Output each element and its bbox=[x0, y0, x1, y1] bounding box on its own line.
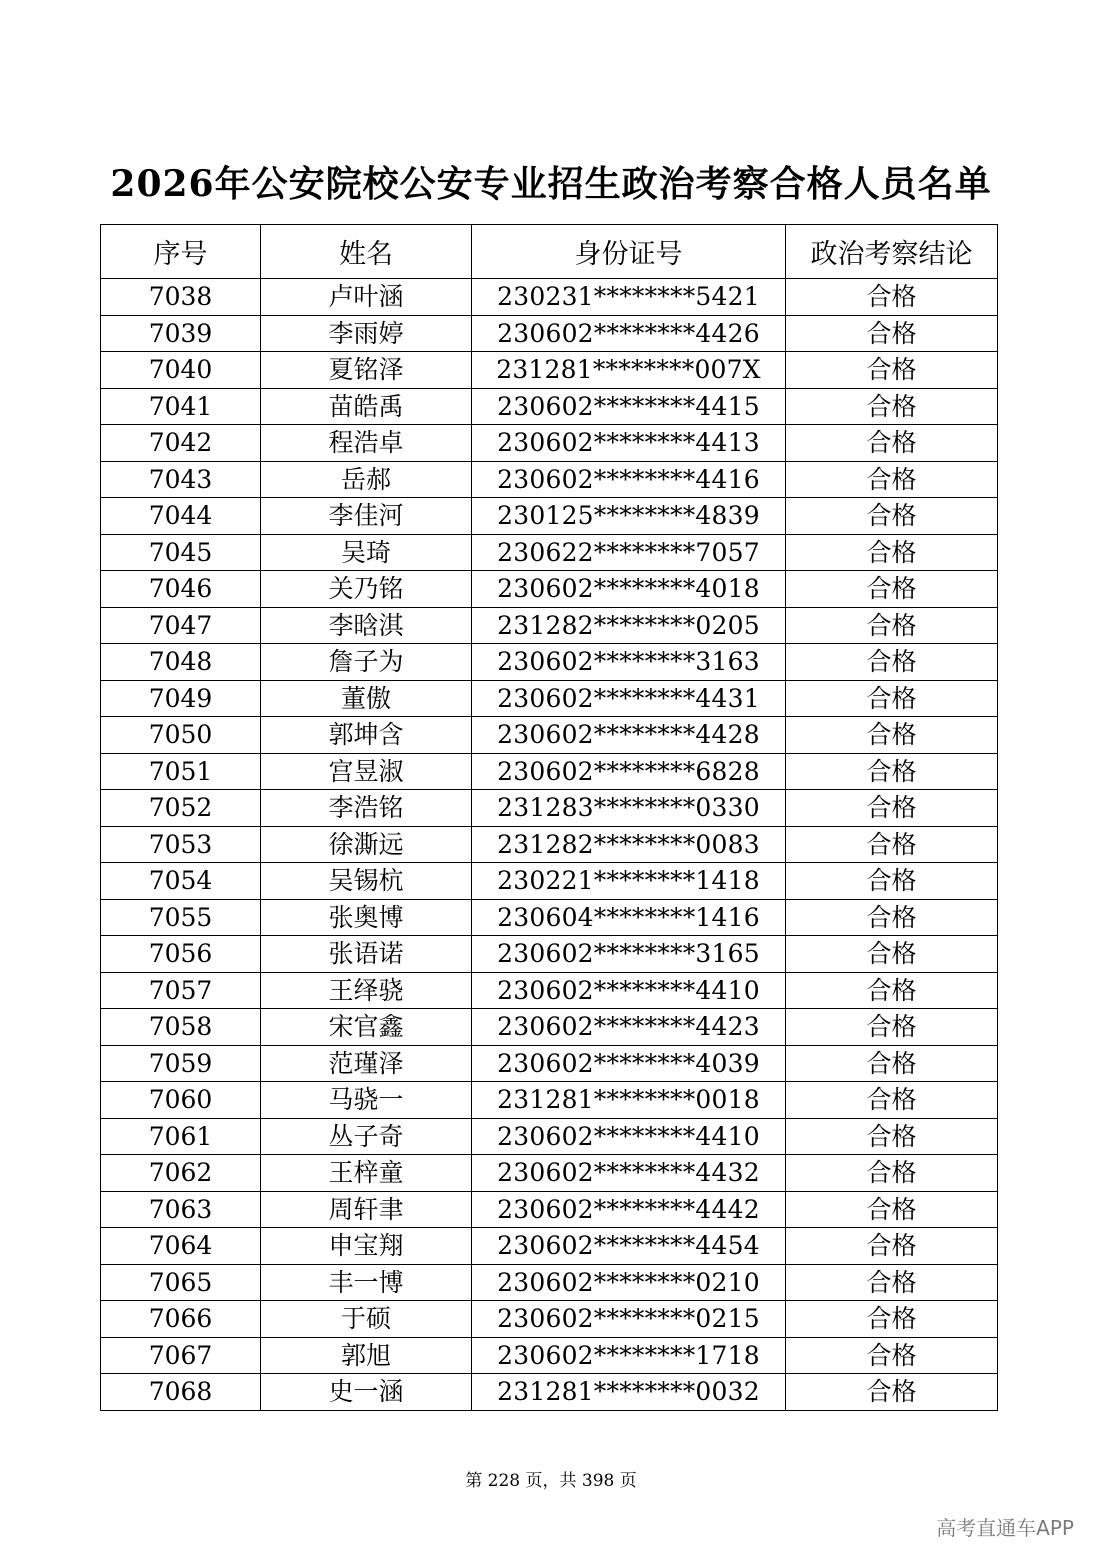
cell-id-number: 230602********4432 bbox=[472, 1155, 786, 1192]
cell-id-number: 230602********4454 bbox=[472, 1228, 786, 1265]
cell-name: 丛子奇 bbox=[261, 1118, 472, 1155]
cell-conclusion: 合格 bbox=[786, 534, 998, 571]
table-row bbox=[101, 1337, 998, 1374]
table-row bbox=[101, 717, 998, 754]
table-row bbox=[101, 1191, 998, 1228]
cell-seq: 7056 bbox=[101, 936, 261, 973]
cell-conclusion: 合格 bbox=[786, 790, 998, 827]
cell-conclusion: 合格 bbox=[786, 863, 998, 900]
cell-conclusion: 合格 bbox=[786, 717, 998, 754]
cell-name: 于硕 bbox=[261, 1301, 472, 1338]
table-row bbox=[101, 1155, 998, 1192]
page-number: 第 228 页，共 398 页 bbox=[465, 1471, 637, 1491]
cell-conclusion: 合格 bbox=[786, 1045, 998, 1082]
cell-id-number: 230602********4415 bbox=[472, 388, 786, 425]
cell-name: 卢叶涵 bbox=[261, 279, 472, 316]
cell-name: 宫昱淑 bbox=[261, 753, 472, 790]
cell-id-number: 231282********0083 bbox=[472, 826, 786, 863]
cell-id-number: 230622********7057 bbox=[472, 534, 786, 571]
table-row bbox=[101, 534, 998, 571]
header-conclusion: 政治考察结论 bbox=[786, 225, 998, 279]
cell-id-number: 230602********6828 bbox=[472, 753, 786, 790]
cell-seq: 7049 bbox=[101, 680, 261, 717]
cell-id-number: 230602********4413 bbox=[472, 425, 786, 462]
document-title: 2026年公安院校公安专业招生政治考察合格人员名单 bbox=[110, 163, 992, 205]
cell-seq: 7061 bbox=[101, 1118, 261, 1155]
cell-conclusion: 合格 bbox=[786, 1374, 998, 1411]
cell-seq: 7051 bbox=[101, 753, 261, 790]
cell-id-number: 230231********5421 bbox=[472, 279, 786, 316]
roster-table bbox=[100, 224, 998, 1411]
cell-conclusion: 合格 bbox=[786, 972, 998, 1009]
header-seq: 序号 bbox=[101, 225, 261, 279]
cell-name: 马骁一 bbox=[261, 1082, 472, 1119]
cell-name: 王绎骁 bbox=[261, 972, 472, 1009]
cell-conclusion: 合格 bbox=[786, 753, 998, 790]
table-row bbox=[101, 644, 998, 681]
cell-seq: 7063 bbox=[101, 1191, 261, 1228]
cell-name: 史一涵 bbox=[261, 1374, 472, 1411]
cell-id-number: 230602********1718 bbox=[472, 1337, 786, 1374]
cell-id-number: 230602********4423 bbox=[472, 1009, 786, 1046]
cell-conclusion: 合格 bbox=[786, 279, 998, 316]
table-row bbox=[101, 425, 998, 462]
table-row bbox=[101, 1228, 998, 1265]
cell-id-number: 230221********1418 bbox=[472, 863, 786, 900]
table-row bbox=[101, 388, 998, 425]
table-row bbox=[101, 1301, 998, 1338]
cell-conclusion: 合格 bbox=[786, 352, 998, 389]
cell-name: 范瑾泽 bbox=[261, 1045, 472, 1082]
cell-seq: 7057 bbox=[101, 972, 261, 1009]
cell-name: 吴琦 bbox=[261, 534, 472, 571]
cell-name: 张奥博 bbox=[261, 899, 472, 936]
cell-id-number: 231281********0018 bbox=[472, 1082, 786, 1119]
cell-conclusion: 合格 bbox=[786, 1301, 998, 1338]
table-row bbox=[101, 1374, 998, 1411]
cell-conclusion: 合格 bbox=[786, 461, 998, 498]
table-row bbox=[101, 936, 998, 973]
cell-name: 董傲 bbox=[261, 680, 472, 717]
cell-id-number: 231281********0032 bbox=[472, 1374, 786, 1411]
table-row bbox=[101, 571, 998, 608]
cell-name: 岳郝 bbox=[261, 461, 472, 498]
cell-conclusion: 合格 bbox=[786, 388, 998, 425]
cell-id-number: 230602********4431 bbox=[472, 680, 786, 717]
cell-name: 詹子为 bbox=[261, 644, 472, 681]
table-row bbox=[101, 790, 998, 827]
table-row bbox=[101, 607, 998, 644]
cell-seq: 7055 bbox=[101, 899, 261, 936]
cell-id-number: 230602********4410 bbox=[472, 1118, 786, 1155]
cell-id-number: 231282********0205 bbox=[472, 607, 786, 644]
cell-name: 关乃铭 bbox=[261, 571, 472, 608]
cell-conclusion: 合格 bbox=[786, 1155, 998, 1192]
cell-name: 张语诺 bbox=[261, 936, 472, 973]
cell-seq: 7046 bbox=[101, 571, 261, 608]
table-row bbox=[101, 972, 998, 1009]
cell-name: 李浩铭 bbox=[261, 790, 472, 827]
table-row bbox=[101, 498, 998, 535]
cell-seq: 7053 bbox=[101, 826, 261, 863]
cell-id-number: 230602********3163 bbox=[472, 644, 786, 681]
cell-name: 程浩卓 bbox=[261, 425, 472, 462]
cell-name: 李佳河 bbox=[261, 498, 472, 535]
cell-name: 宋官鑫 bbox=[261, 1009, 472, 1046]
table-body bbox=[101, 279, 998, 1411]
cell-id-number: 230602********0215 bbox=[472, 1301, 786, 1338]
table-row bbox=[101, 1009, 998, 1046]
cell-seq: 7042 bbox=[101, 425, 261, 462]
cell-seq: 7040 bbox=[101, 352, 261, 389]
table-row bbox=[101, 899, 998, 936]
cell-seq: 7045 bbox=[101, 534, 261, 571]
cell-id-number: 231281********007X bbox=[472, 352, 786, 389]
cell-conclusion: 合格 bbox=[786, 607, 998, 644]
cell-id-number: 230602********3165 bbox=[472, 936, 786, 973]
cell-conclusion: 合格 bbox=[786, 498, 998, 535]
cell-name: 丰一博 bbox=[261, 1264, 472, 1301]
cell-id-number: 230602********4442 bbox=[472, 1191, 786, 1228]
cell-conclusion: 合格 bbox=[786, 826, 998, 863]
cell-conclusion: 合格 bbox=[786, 571, 998, 608]
cell-seq: 7047 bbox=[101, 607, 261, 644]
cell-seq: 7052 bbox=[101, 790, 261, 827]
cell-seq: 7060 bbox=[101, 1082, 261, 1119]
cell-conclusion: 合格 bbox=[786, 899, 998, 936]
cell-id-number: 230602********4428 bbox=[472, 717, 786, 754]
table-row bbox=[101, 461, 998, 498]
cell-seq: 7064 bbox=[101, 1228, 261, 1265]
cell-conclusion: 合格 bbox=[786, 644, 998, 681]
cell-id-number: 230602********4416 bbox=[472, 461, 786, 498]
table-row bbox=[101, 279, 998, 316]
cell-id-number: 231283********0330 bbox=[472, 790, 786, 827]
cell-conclusion: 合格 bbox=[786, 1337, 998, 1374]
cell-id-number: 230602********0210 bbox=[472, 1264, 786, 1301]
cell-id-number: 230602********4018 bbox=[472, 571, 786, 608]
cell-seq: 7054 bbox=[101, 863, 261, 900]
cell-seq: 7059 bbox=[101, 1045, 261, 1082]
cell-seq: 7058 bbox=[101, 1009, 261, 1046]
cell-name: 王梓童 bbox=[261, 1155, 472, 1192]
cell-conclusion: 合格 bbox=[786, 1191, 998, 1228]
header-id-number: 身份证号 bbox=[472, 225, 786, 279]
cell-seq: 7041 bbox=[101, 388, 261, 425]
cell-seq: 7039 bbox=[101, 315, 261, 352]
cell-seq: 7068 bbox=[101, 1374, 261, 1411]
table-row bbox=[101, 1082, 998, 1119]
cell-id-number: 230602********4410 bbox=[472, 972, 786, 1009]
cell-conclusion: 合格 bbox=[786, 936, 998, 973]
cell-id-number: 230602********4039 bbox=[472, 1045, 786, 1082]
cell-seq: 7038 bbox=[101, 279, 261, 316]
table-row bbox=[101, 863, 998, 900]
cell-name: 吴锡杭 bbox=[261, 863, 472, 900]
cell-name: 苗皓禹 bbox=[261, 388, 472, 425]
table-row bbox=[101, 753, 998, 790]
cell-name: 李雨婷 bbox=[261, 315, 472, 352]
table-row bbox=[101, 352, 998, 389]
cell-seq: 7044 bbox=[101, 498, 261, 535]
cell-name: 郭旭 bbox=[261, 1337, 472, 1374]
table-row bbox=[101, 826, 998, 863]
cell-id-number: 230125********4839 bbox=[472, 498, 786, 535]
table-row bbox=[101, 1264, 998, 1301]
cell-name: 李晗淇 bbox=[261, 607, 472, 644]
cell-seq: 7062 bbox=[101, 1155, 261, 1192]
cell-conclusion: 合格 bbox=[786, 1264, 998, 1301]
cell-id-number: 230604********1416 bbox=[472, 899, 786, 936]
table-row bbox=[101, 315, 998, 352]
table-row bbox=[101, 1045, 998, 1082]
table-row bbox=[101, 1118, 998, 1155]
cell-id-number: 230602********4426 bbox=[472, 315, 786, 352]
cell-conclusion: 合格 bbox=[786, 680, 998, 717]
cell-seq: 7043 bbox=[101, 461, 261, 498]
cell-seq: 7066 bbox=[101, 1301, 261, 1338]
cell-name: 申宝翔 bbox=[261, 1228, 472, 1265]
table-header-row bbox=[101, 225, 998, 279]
cell-conclusion: 合格 bbox=[786, 315, 998, 352]
cell-seq: 7067 bbox=[101, 1337, 261, 1374]
cell-name: 徐澌远 bbox=[261, 826, 472, 863]
cell-name: 周轩聿 bbox=[261, 1191, 472, 1228]
cell-seq: 7050 bbox=[101, 717, 261, 754]
header-name: 姓名 bbox=[261, 225, 472, 279]
table-row bbox=[101, 680, 998, 717]
cell-conclusion: 合格 bbox=[786, 1228, 998, 1265]
cell-seq: 7065 bbox=[101, 1264, 261, 1301]
cell-conclusion: 合格 bbox=[786, 425, 998, 462]
cell-conclusion: 合格 bbox=[786, 1118, 998, 1155]
cell-name: 郭坤含 bbox=[261, 717, 472, 754]
watermark: 高考直通车APP bbox=[936, 1516, 1074, 1540]
cell-seq: 7048 bbox=[101, 644, 261, 681]
cell-name: 夏铭泽 bbox=[261, 352, 472, 389]
cell-conclusion: 合格 bbox=[786, 1082, 998, 1119]
cell-conclusion: 合格 bbox=[786, 1009, 998, 1046]
